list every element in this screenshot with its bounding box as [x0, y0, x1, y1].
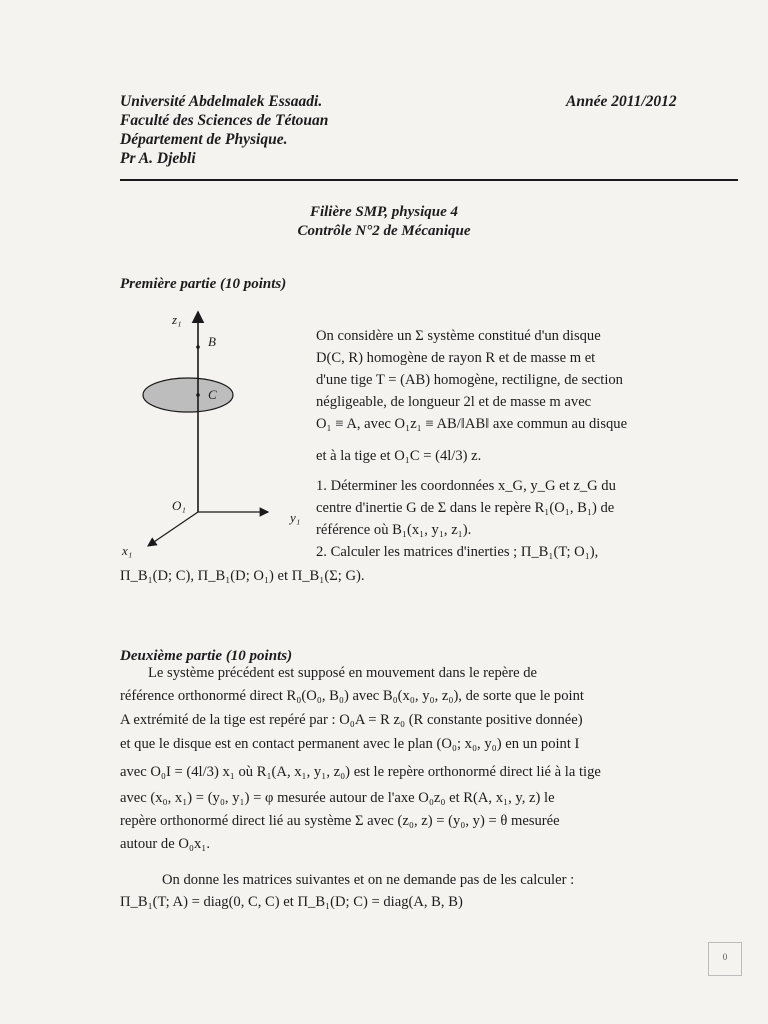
- given-matrices: Π_B₁(T; A) = diag(0, C, C) et Π_B₁(D; C) = diag(A, B, B): [120, 894, 463, 910]
- part2-line: A extrémité de la tige est repéré par : O₀A = R z₀ (R constante positive donnée): [120, 712, 583, 728]
- part2-line: avec O₀I = (4l/3) x₁ où R₁(A, x₁, y₁, z₀) est le repère orthonormé direct lié à la tige: [120, 764, 601, 780]
- question-1-cont: référence où B₁(x₁, y₁, z₁).: [316, 522, 472, 538]
- disk-ellipse: [143, 378, 233, 412]
- x1-label: x₁: [122, 543, 133, 558]
- faculty-name: Faculté des Sciences de Tétouan: [120, 112, 329, 129]
- professor-name: Pr A. Djebli: [120, 150, 196, 167]
- z1-label: z₁: [172, 312, 182, 327]
- part2-heading: Deuxième partie (10 points): [120, 648, 293, 664]
- question-1: 1. Déterminer les coordonnées x_G, y_G et z_G du: [316, 478, 616, 494]
- part1-line: et à la tige et O₁C = (4l/3) z.: [316, 448, 482, 464]
- question-1-cont: centre d'inertie G de Σ dans le repère R₁(O₁, B₁) de: [316, 500, 615, 516]
- point-b-label: B: [208, 334, 216, 349]
- part2-line: référence orthonormé direct R₀(O₀, B₀) avec B₀(x₀, y₀, z₀), de sorte que le point: [120, 688, 584, 704]
- part2-line: autour de O₀x₁.: [120, 836, 211, 852]
- given-intro: On donne les matrices suivantes et on ne demande pas de les calculer :: [162, 872, 575, 888]
- part1-heading: Première partie (10 points): [120, 276, 287, 292]
- origin-o1-label: O₁: [172, 498, 186, 513]
- exam-title: Contrôle N°2 de Mécanique: [297, 223, 471, 239]
- question-2: 2. Calculer les matrices d'inerties ; Π_B₁(T; O₁),: [316, 544, 599, 560]
- part2-line: avec (x₀, x₁) = (y₀, y₁) = φ mesurée autour de l'axe O₀z₀ et R(A, x₁, y, z) le: [120, 790, 555, 806]
- y1-label: y₁: [290, 510, 301, 525]
- part1-line: D(C, R) homogène de rayon R et de masse m et: [316, 350, 596, 366]
- exam-program: Filière SMP, physique 4: [309, 204, 459, 220]
- question-2-cont: Π_B₁(D; C), Π_B₁(D; O₁) et Π_B₁(Σ; G).: [120, 568, 365, 584]
- part1-line: O₁ ≡ A, avec O₁z₁ ≡ AB/‖AB‖ axe commun au disque: [316, 416, 628, 432]
- part1-line: d'une tige T = (AB) homogène, rectiligne, de section: [316, 372, 623, 388]
- x-axis: [148, 512, 198, 546]
- university-name: Université Abdelmalek Essaadi.: [120, 93, 323, 110]
- part2-line: repère orthonormé direct lié au système Σ avec (z₀, z) = (y₀, y) = θ mesurée: [120, 813, 560, 829]
- point-c-label: C: [208, 387, 217, 402]
- part1-line: négligeable, de longueur 2l et de masse m avec: [316, 394, 592, 410]
- department-name: Département de Physique.: [120, 131, 288, 148]
- part2-line: Le système précédent est supposé en mouvement dans le repère de: [148, 665, 538, 681]
- header-rule: [120, 179, 738, 181]
- part1-line: On considère un Σ système constitué d'un disque: [316, 328, 601, 344]
- academic-year: Année 2011/2012: [566, 93, 677, 110]
- page-number: 0: [708, 942, 742, 976]
- part2-line: et que le disque est en contact permanent avec le plan (O₀; x₀, y₀) en un point I: [120, 736, 580, 752]
